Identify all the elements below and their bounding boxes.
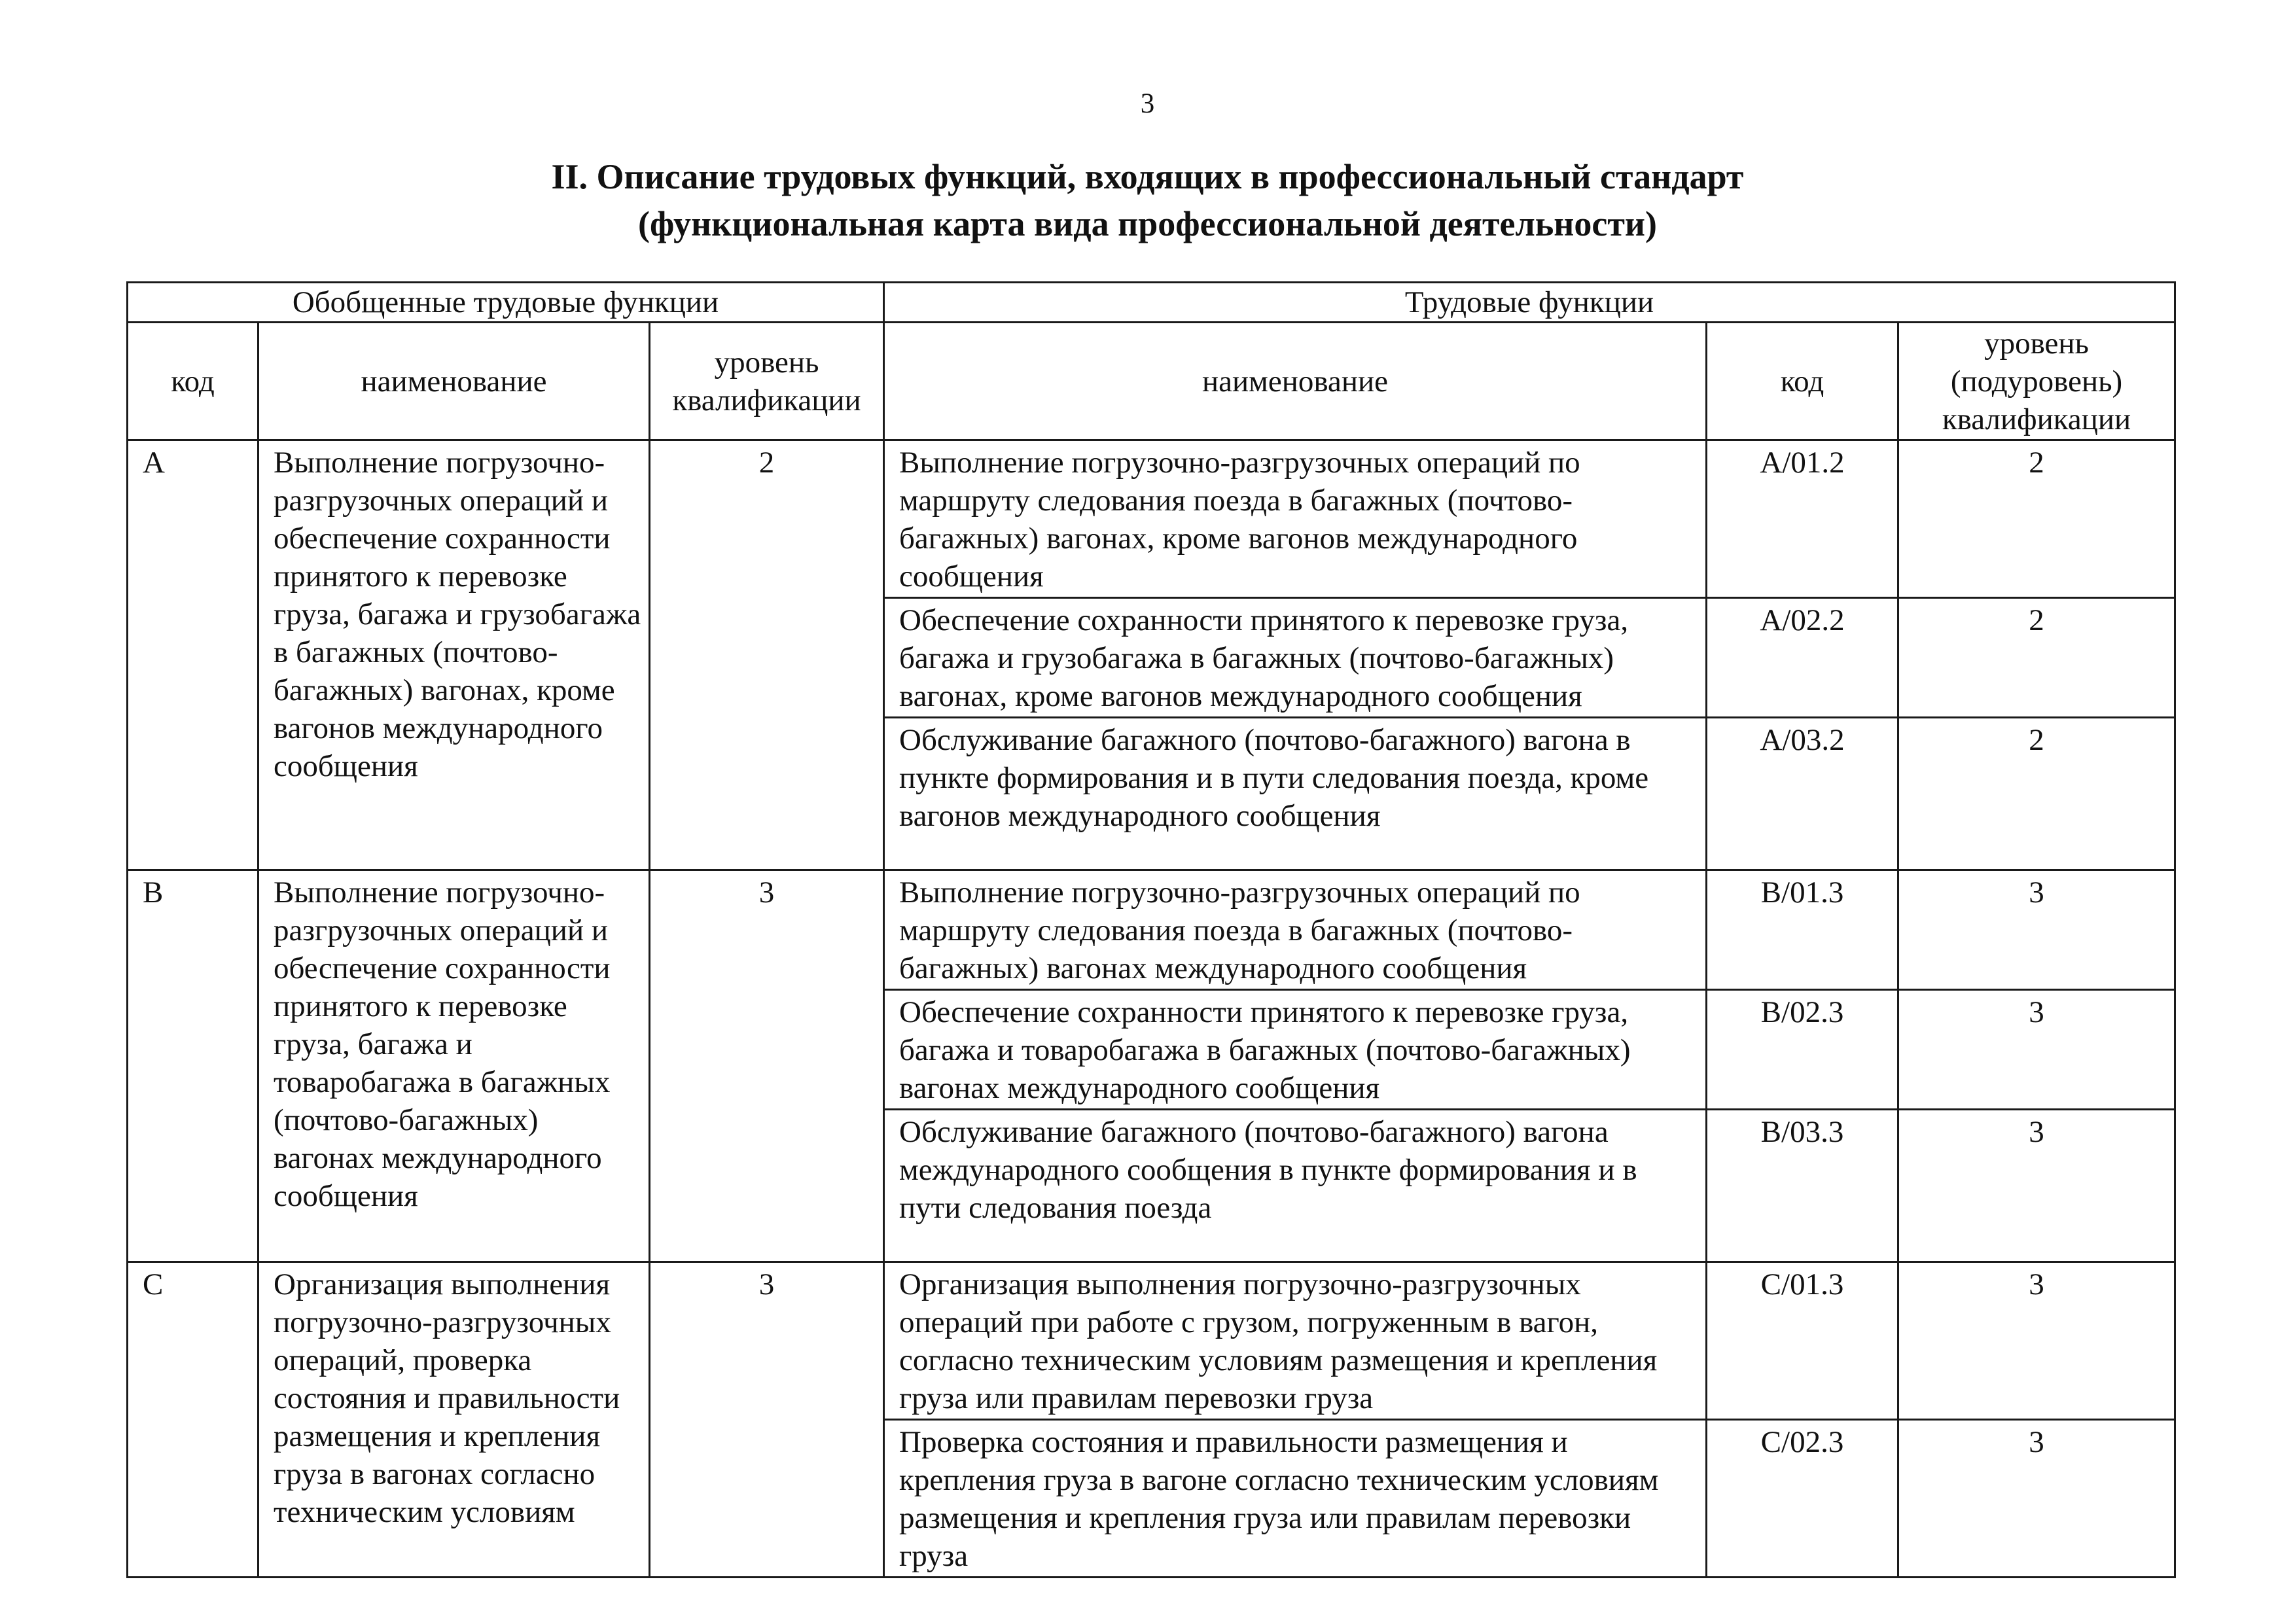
- group-header-row: [128, 283, 2175, 323]
- col-header-function-level: уровень (подуровень) квалификации: [1898, 323, 2175, 440]
- function-code-cell: B/03.3: [1707, 1110, 1898, 1262]
- function-level-cell: 2: [1898, 718, 2175, 870]
- function-level-cell: 3: [1898, 1420, 2175, 1578]
- group-code-cell: A: [128, 440, 258, 870]
- function-name-cell: Обслуживание багажного (почтово-багажного) вагона в пункте формирования и в пути следования поезда, кроме вагонов международного сообщения: [884, 718, 1707, 870]
- function-level-cell: 2: [1898, 598, 2175, 718]
- function-name-cell: Выполнение погрузочно-разгрузочных операций по маршруту следования поезда в багажных (почтово-багажных) вагонах, кроме вагонов международного сообщения: [884, 440, 1707, 598]
- function-level-cell: 3: [1898, 990, 2175, 1110]
- function-name-cell: Обеспечение сохранности принятого к перевозке груза, багажа и грузобагажа в багажных (почтово-багажных) вагонах, кроме вагонов международного сообщения: [884, 598, 1707, 718]
- function-name-cell: Обслуживание багажного (почтово-багажного) вагона международного сообщения в пункте формирования и в пути следования поезда: [884, 1110, 1707, 1262]
- group-code-cell: B: [128, 870, 258, 1262]
- table-row: [128, 1262, 2175, 1420]
- function-level-cell: 2: [1898, 440, 2175, 598]
- group-level-cell: 2: [650, 440, 884, 870]
- column-header-row: [128, 323, 2175, 440]
- function-level-cell: 3: [1898, 1262, 2175, 1420]
- group-level-cell: 3: [650, 870, 884, 1262]
- group-name-cell: Организация выполнения погрузочно-разгрузочных операций, проверка состояния и правильности размещения и крепления груза в вагонах согласно техническим условиям: [258, 1262, 650, 1578]
- functional-map-table: [126, 281, 2176, 1578]
- col-header-function-code: код: [1707, 323, 1898, 440]
- section-title-line-1: II. Описание трудовых функций, входящих в профессиональный стандарт: [551, 157, 1744, 196]
- col-header-name: наименование: [258, 323, 650, 440]
- function-level-cell: 3: [1898, 870, 2175, 990]
- page-number: 3: [1140, 88, 1155, 119]
- table-row: [128, 870, 2175, 990]
- group-name-cell: Выполнение погрузочно-разгрузочных операций и обеспечение сохранности принятого к перевозке груза, багажа и товаробагажа в багажных (почтово-багажных) вагонах международного сообщения: [258, 870, 650, 1262]
- function-name-cell: Выполнение погрузочно-разгрузочных операций по маршруту следования поезда в багажных (почтово-багажных) вагонах международного сообщения: [884, 870, 1707, 990]
- col-header-code: код: [128, 323, 258, 440]
- function-code-cell: B/02.3: [1707, 990, 1898, 1110]
- col-header-function-name: наименование: [884, 323, 1707, 440]
- col-header-level: уровень квалификации: [650, 323, 884, 440]
- group-level-cell: 3: [650, 1262, 884, 1578]
- function-code-cell: C/02.3: [1707, 1420, 1898, 1578]
- section-title: [0, 153, 2295, 247]
- function-name-cell: Организация выполнения погрузочно-разгрузочных операций при работе с грузом, погруженным в вагон, согласно техническим условиям размещения и крепления груза или правилам перевозки груза: [884, 1262, 1707, 1420]
- section-title-line-2: (функциональная карта вида профессиональной деятельности): [637, 204, 1657, 243]
- table-row: [128, 440, 2175, 598]
- group-name-cell: Выполнение погрузочно-разгрузочных операций и обеспечение сохранности принятого к перевозке груза, багажа и грузобагажа в багажных (почтово-багажных) вагонах, кроме вагонов международного сообщения: [258, 440, 650, 870]
- function-code-cell: A/02.2: [1707, 598, 1898, 718]
- function-name-cell: Обеспечение сохранности принятого к перевозке груза, багажа и товаробагажа в багажных (почтово-багажных) вагонах международного сообщения: [884, 990, 1707, 1110]
- generalized-functions-header: Обобщенные трудовые функции: [128, 283, 884, 323]
- group-code-cell: C: [128, 1262, 258, 1578]
- function-code-cell: B/01.3: [1707, 870, 1898, 990]
- function-code-cell: A/01.2: [1707, 440, 1898, 598]
- function-level-cell: 3: [1898, 1110, 2175, 1262]
- function-code-cell: C/01.3: [1707, 1262, 1898, 1420]
- function-name-cell: Проверка состояния и правильности размещения и крепления груза в вагоне согласно техническим условиям размещения и крепления груза или правилам перевозки груза: [884, 1420, 1707, 1578]
- labor-functions-header: Трудовые функции: [884, 283, 2175, 323]
- function-code-cell: A/03.2: [1707, 718, 1898, 870]
